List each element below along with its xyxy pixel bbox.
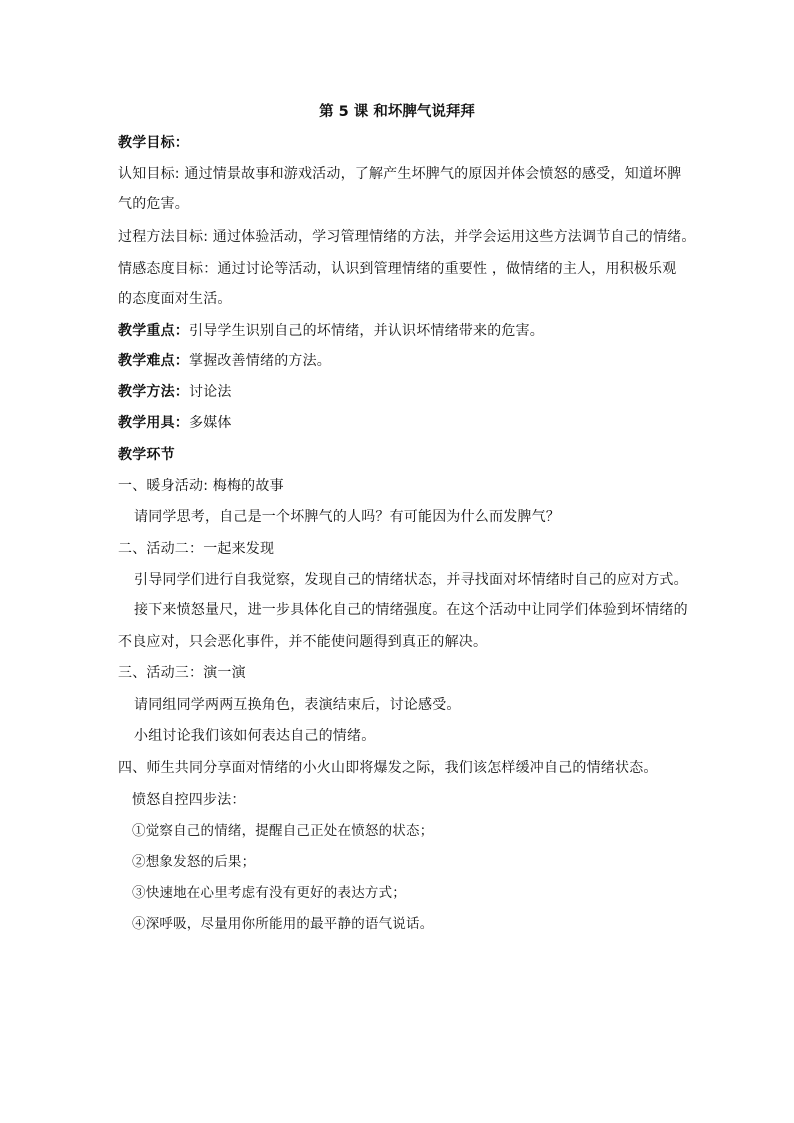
step1-title: 一、暖身活动: 梅梅的故事	[118, 478, 284, 494]
lesson-title: 第 5 课 和坏脾气说拜拜	[319, 104, 475, 120]
tools-row	[118, 413, 232, 433]
step2-text-2-line-2: 不良应对，只会恶化事件，并不能使问题得到真正的解决。	[118, 634, 488, 650]
step3-text-2: 小组讨论我们该如何表达自己的情绪。	[134, 728, 376, 744]
step3-text-1: 请同组同学两两互换角色，表演结束后，讨论感受。	[134, 697, 461, 713]
method-label: 教学方法：	[118, 384, 189, 400]
method-text: 讨论法	[189, 384, 232, 400]
key-points-row	[118, 321, 544, 341]
emotion-goal-line-2: 的态度面对生活。	[118, 291, 232, 307]
objectives-heading: 教学目标：	[118, 135, 189, 151]
step1-text: 请同学思考，自己是一个坏脾气的人吗？有可能因为什么而发脾气？	[134, 509, 560, 525]
step3-title: 三、活动三：演一演	[118, 665, 246, 681]
step2-text-2-line-1: 接下来愤怒量尺，进一步具体化自己的情绪强度。在这个活动中让同学们体验到坏情绪的	[134, 602, 688, 618]
cognitive-goal-line-1: 认知目标: 通过情景故事和游戏活动，了解产生坏脾气的原因并体会愤怒的感受，知道坏脾	[118, 166, 682, 182]
emotion-goal-line-1: 情感态度目标：通过讨论等活动，认识到管理情绪的重要性 ，做情绪的主人，用积极乐观	[118, 261, 677, 277]
step4-item-4: ④深呼吸，尽量用你所能用的最平静的语气说话。	[132, 916, 434, 932]
step2-title: 二、活动二：一起来发现	[118, 541, 275, 557]
process-goal: 过程方法目标: 通过体验活动，学习管理情绪的方法，并学会运用这些方法调节自己的情绪。	[118, 229, 696, 245]
key-points-label: 教学重点：	[118, 323, 189, 339]
steps-heading: 教学环节	[118, 447, 175, 463]
tools-text: 多媒体	[189, 415, 232, 431]
difficulty-row	[118, 351, 331, 371]
step4-title: 四、师生共同分享面对情绪的小火山即将爆发之际，我们该怎样缓冲自己的情绪状态。	[118, 760, 658, 776]
step4-subtitle: 愤怒自控四步法：	[132, 792, 246, 808]
cognitive-goal-line-2: 气的危害。	[118, 196, 189, 212]
method-row	[118, 382, 232, 402]
step2-text-1: 引导同学们进行自我觉察，发现自己的情绪状态，并寻找面对坏情绪时自己的应对方式。	[134, 572, 688, 588]
step4-item-3: ③快速地在心里考虑有没有更好的表达方式；	[132, 885, 406, 901]
step4-item-1: ①觉察自己的情绪，提醒自己正处在愤怒的状态；	[132, 823, 434, 839]
step4-item-2: ②想象发怒的后果；	[132, 854, 256, 870]
difficulty-label: 教学难点：	[118, 353, 189, 369]
tools-label: 教学用具：	[118, 415, 189, 431]
key-points-text: 引导学生识别自己的坏情绪，并认识坏情绪带来的危害。	[189, 323, 544, 339]
difficulty-text: 掌握改善情绪的方法。	[189, 353, 331, 369]
